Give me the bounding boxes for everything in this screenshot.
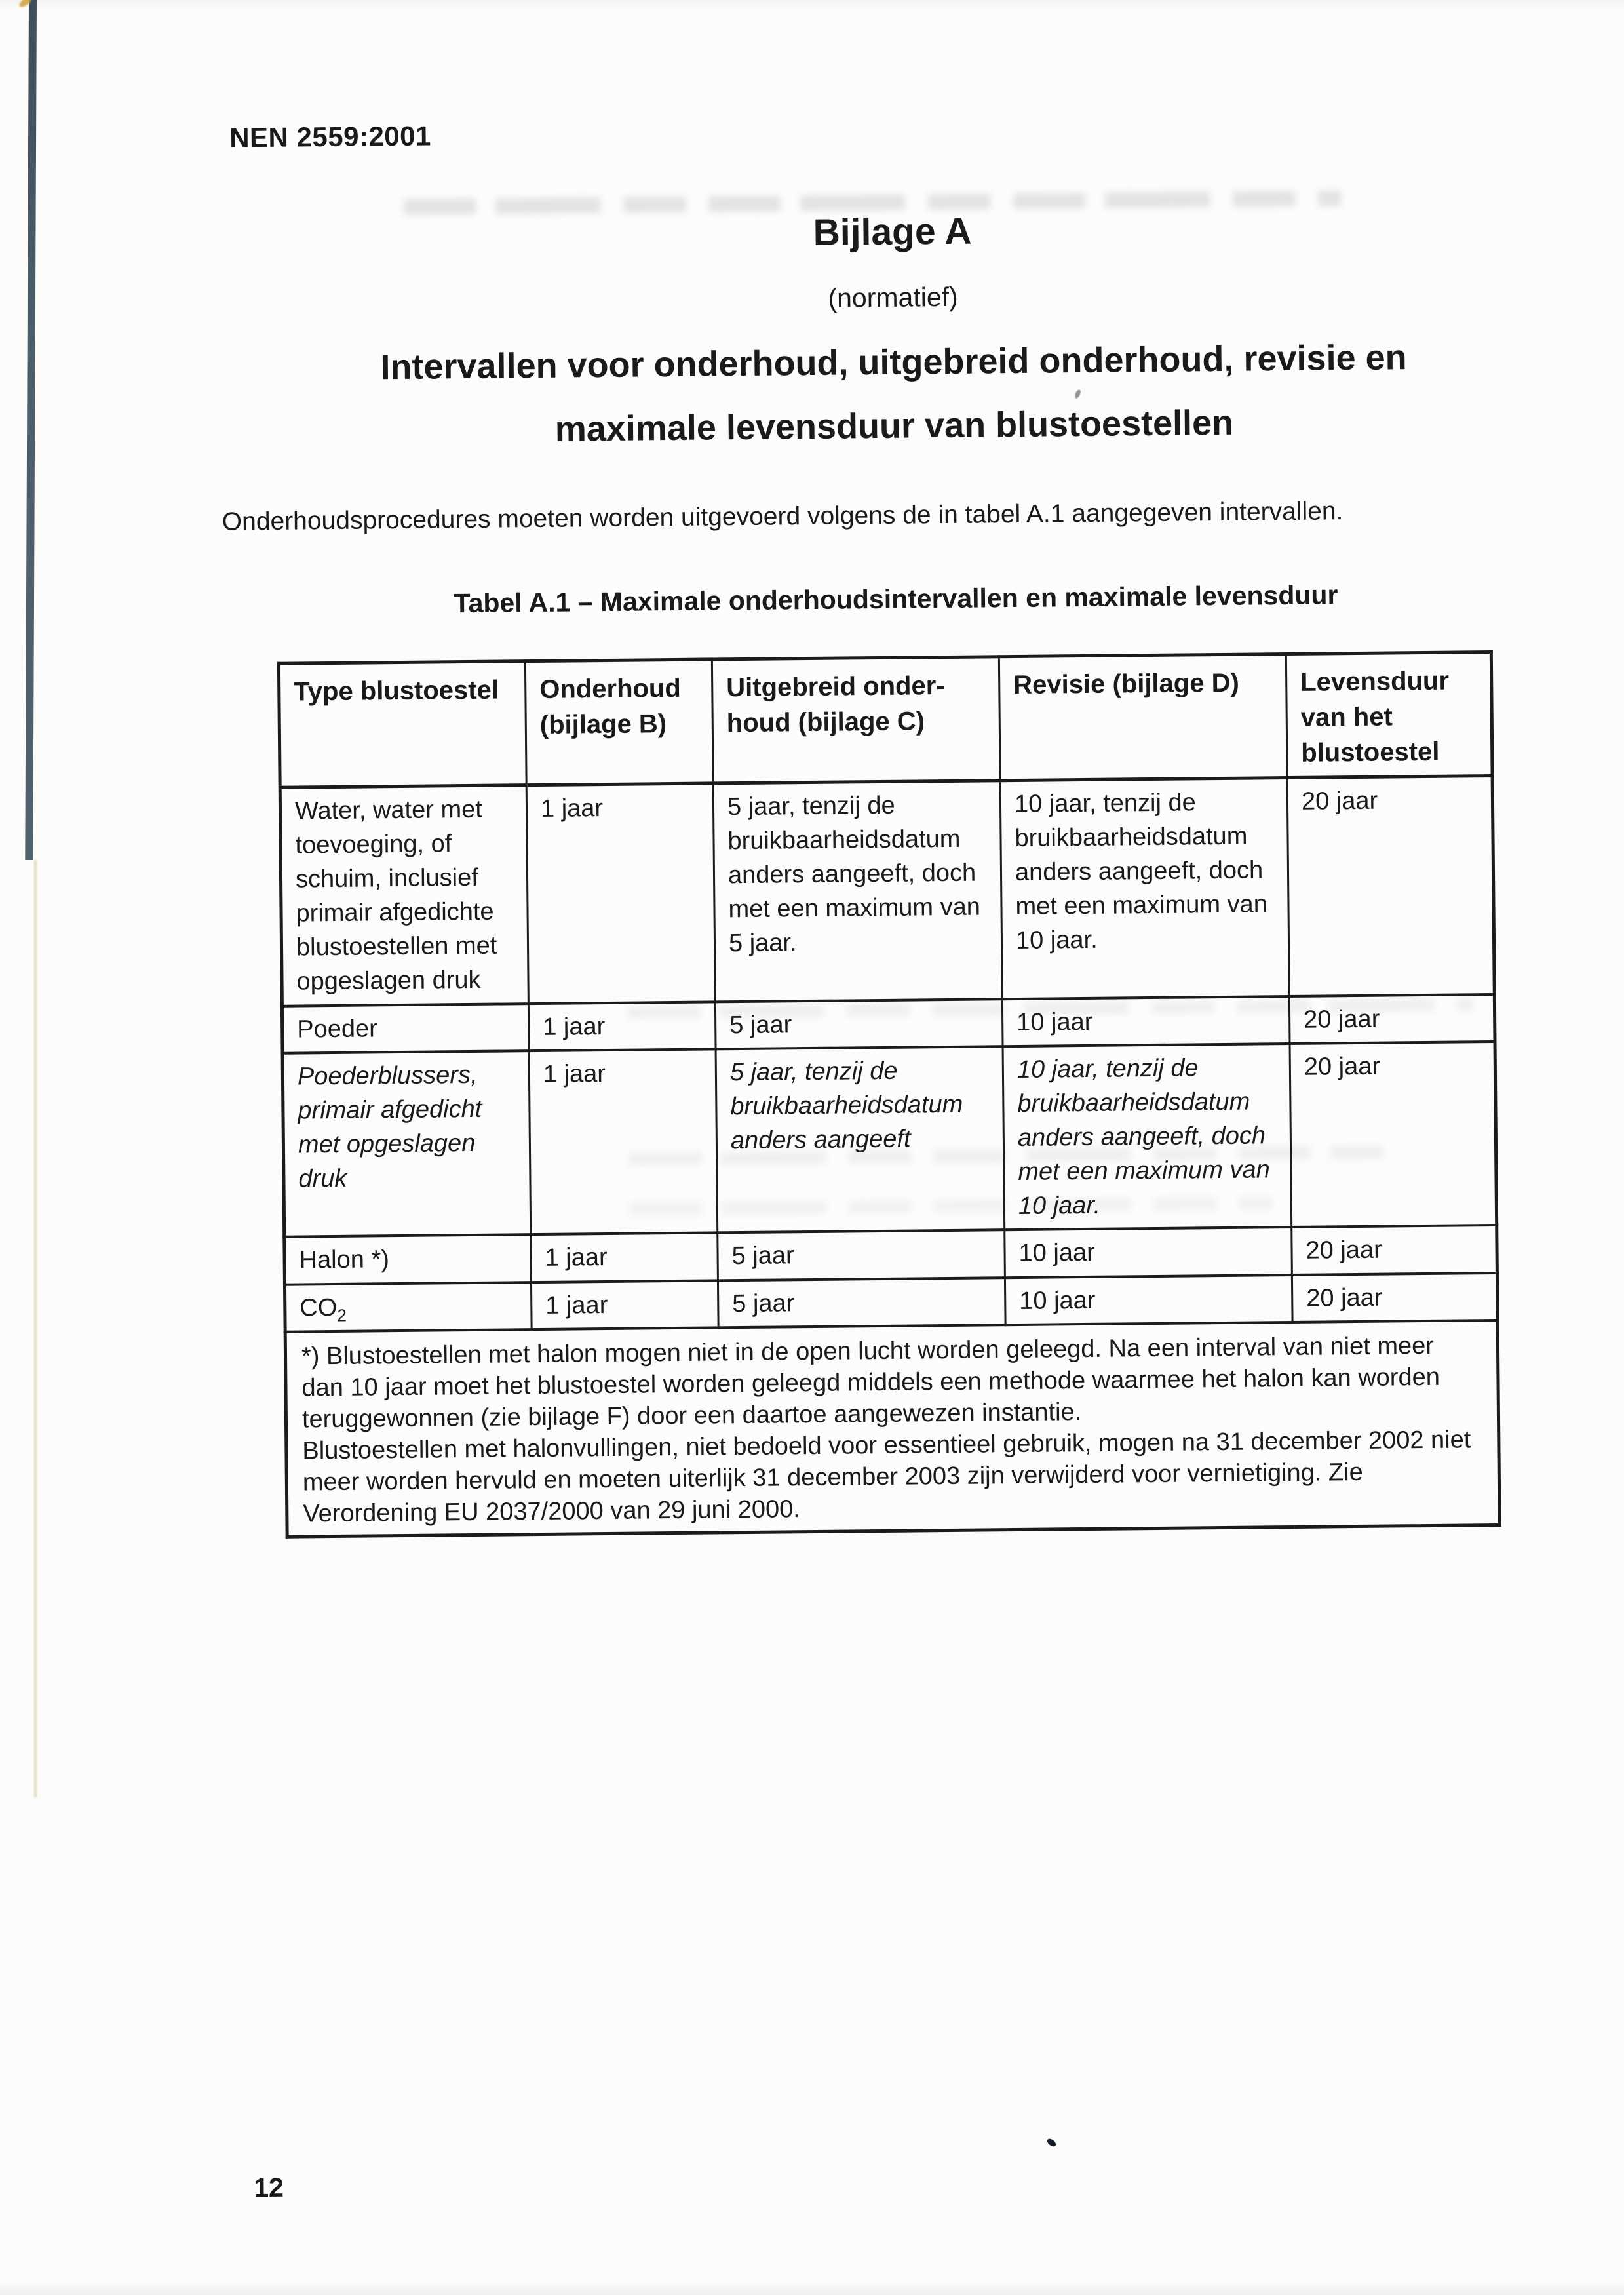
- cell-revisie: 10 jaar, tenzij de bruikbaarheidsdatum anders aangeeft, doch met een maximum van 10 jaar.: [1000, 778, 1289, 999]
- col-header-onderhoud: Onderhoud (bijlage B): [525, 659, 713, 785]
- intro-paragraph: Onderhoudsprocedures moeten worden uitgevoerd volgens de in tabel A.1 aangegeven intervallen.: [222, 497, 1344, 536]
- annex-heading: [163, 324, 1624, 465]
- table-footnote-row: [285, 1320, 1499, 1536]
- page-number: 12: [253, 2172, 284, 2203]
- footnote-halon-regulation: Blustoestellen met halonvullingen, niet bedoeld voor essentieel gebruik, mogen na 31 december 2002 niet meer worden hervuld en moeten uiterlijk 31 december 2003 zijn verwijderd voor vernietiging. Zie Verordening EU 2037/2000 van 29 juni 2000.: [302, 1425, 1471, 1527]
- cell-type: Poederblussers, primair afgedicht met opgeslagen druk: [282, 1051, 531, 1237]
- annex-classification: (normatief): [828, 281, 958, 313]
- cell-revisie: 10 jaar: [1005, 1274, 1292, 1324]
- table-caption: Tabel A.1 – Maximale onderhoudsintervallen en maximale levensduur: [454, 579, 1338, 619]
- cell-uitgebreid-onderhoud: 5 jaar: [718, 1278, 1005, 1327]
- col-header-type: Type blustoestel: [279, 661, 526, 788]
- cell-type: Water, water met toevoeging, of schuim, inclusief primair afgedichte blustoestellen met opgeslagen druk: [280, 785, 528, 1006]
- table-footnote-cell: [285, 1320, 1499, 1536]
- cell-levensduur: 20 jaar: [1292, 1225, 1498, 1274]
- cell-type: Halon *): [284, 1234, 532, 1285]
- co2-base: CO: [300, 1293, 338, 1322]
- table-row-water: [280, 776, 1494, 1006]
- col-header-revisie: Revisie (bijlage D): [999, 654, 1287, 781]
- annex-heading-line2: maximale levensduur van blustoestellen: [554, 402, 1234, 449]
- cell-uitgebreid-onderhoud: 5 jaar, tenzij de bruikbaarheidsdatum anders aangeeft, doch met een maximum van 5 jaar.: [713, 781, 1002, 1002]
- cell-levensduur: 20 jaar: [1289, 994, 1495, 1043]
- cell-levensduur: 20 jaar: [1292, 1272, 1498, 1322]
- cell-revisie: 10 jaar: [1005, 1226, 1292, 1277]
- cell-levensduur: 20 jaar: [1287, 776, 1494, 996]
- cell-onderhoud: 1 jaar: [528, 1002, 716, 1051]
- cell-uitgebreid-onderhoud: 5 jaar, tenzij de bruikbaarheidsdatum anders aangeeft: [716, 1046, 1005, 1232]
- cell-onderhoud: 1 jaar: [531, 1232, 718, 1282]
- cell-levensduur: 20 jaar: [1290, 1041, 1497, 1226]
- cell-type: [284, 1282, 532, 1332]
- cell-onderhoud: 1 jaar: [531, 1280, 718, 1329]
- cell-revisie: 10 jaar, tenzij de bruikbaarheidsdatum anders aangeeft, doch met een maximum van 10 jaar.: [1003, 1043, 1292, 1229]
- cell-uitgebreid-onderhoud: 5 jaar: [718, 1230, 1005, 1280]
- cell-revisie: 10 jaar: [1002, 996, 1290, 1046]
- table-header-row: [279, 652, 1492, 788]
- cell-onderhoud: 1 jaar: [526, 783, 715, 1004]
- cell-type: Poeder: [282, 1004, 529, 1053]
- col-header-uitgebreid-onderhoud: Uitgebreid onder- houd (bijlage C): [712, 657, 1000, 783]
- cell-onderhoud: 1 jaar: [529, 1049, 718, 1234]
- co2-subscript: 2: [337, 1304, 347, 1325]
- annex-heading-line1: Intervallen voor onderhoud, uitgebreid onderhoud, revisie en: [380, 338, 1407, 387]
- footnote-halon: *) Blustoestellen met halon mogen niet in de open lucht worden geleegd. Na een interval van niet meer dan 10 jaar moet het blustoestel worden geleegd middels een methode waarmee het halon kan worden teruggewonnen (zie bijlage F) door een daartoe aangewezen instantie.: [301, 1331, 1440, 1433]
- table-a1-maintenance-intervals: [277, 650, 1501, 1538]
- document-code: NEN 2559:2001: [229, 120, 432, 153]
- col-header-levensduur: Levensduur van het blustoestel: [1286, 652, 1492, 778]
- annex-title: Bijlage A: [813, 210, 972, 254]
- table-row-poederblussers: [282, 1041, 1497, 1236]
- cell-uitgebreid-onderhoud: 5 jaar: [715, 999, 1003, 1049]
